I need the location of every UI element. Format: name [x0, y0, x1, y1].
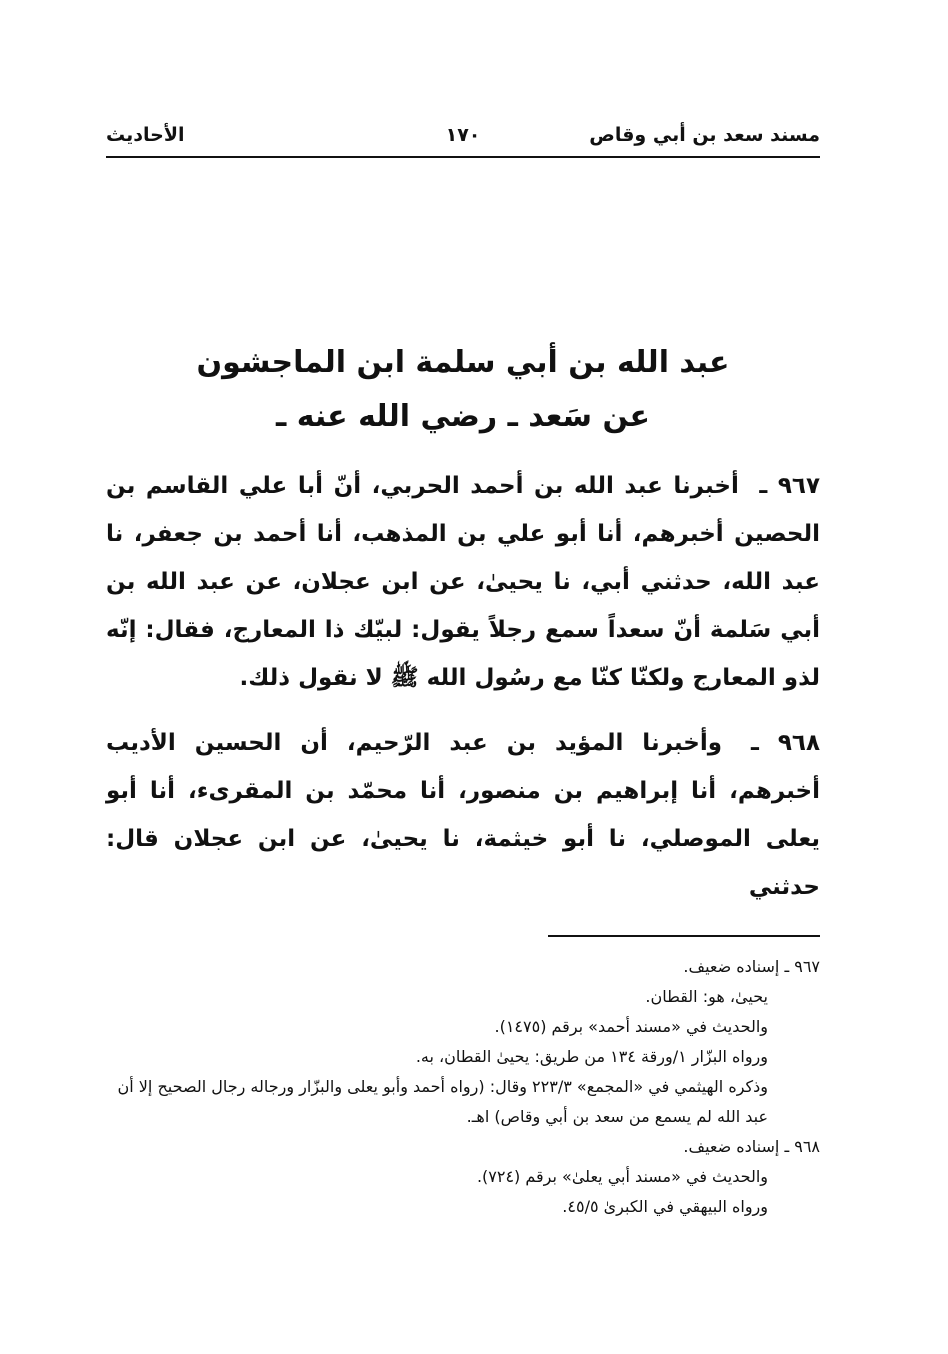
footnote-968-line: ورواه البيهقي في الكبرىٰ ٤٥/٥.	[562, 1197, 768, 1216]
chapter-title	[106, 336, 820, 444]
footnote-967-head: ٩٦٧ ـ إسناده ضعيف.	[683, 957, 820, 976]
header-rule	[106, 156, 820, 158]
footnote-968-line: والحديث في «مسند أبي يعلىٰ» برقم (٧٢٤).	[476, 1167, 768, 1186]
footnote-967-line: والحديث في «مسند أحمد» برقم (١٤٧٥).	[494, 1017, 768, 1036]
running-head	[106, 124, 820, 156]
hadith-text: أخبرنا عبد الله بن أحمد الحربي، أنّ أبا علي القاسم بن الحصين أخبرهم، أنا أبو علي بن المذهب، أنا أحمد بن جعفر، نا عبد الله، حدثني أبي، نا يحيىٰ، عن ابن عجلان، عن عبد الله بن أبي سَلمة أنّ سعداً سمع رجلاً يقول: لبيّك ذا المعارج، فقال: إنّه لذو المعارج ولكنّا كنّا مع رسُول الله ﷺ لا نقول ذلك.	[106, 473, 820, 691]
page-number: ١٧٠	[445, 124, 481, 146]
hadith-968	[106, 719, 820, 911]
hadith-number: ٩٦٨ ـ	[751, 730, 820, 756]
hadith-text: وأخبرنا المؤيد بن عبد الرّحيم، أن الحسين الأديب أخبرهم، أنا إبراهيم بن منصور، أنا محمّد بن المقرىء، أنا أبو يعلى الموصلي، نا أبو خيثمة، نا يحيىٰ، عن ابن عجلان قال: حدثني	[106, 730, 820, 900]
hadith-number: ٩٦٧ ـ	[759, 473, 820, 499]
footnote-967-line: ورواه البزّار ١/ورقة ١٣٤ من طريق: يحيىٰ القطان، به.	[415, 1047, 768, 1066]
footnote-968-head: ٩٦٨ ـ إسناده ضعيف.	[683, 1137, 820, 1156]
chapter-title-line-1: عبد الله بن أبي سلمة ابن الماجشون	[196, 345, 730, 380]
running-head-section: الأحاديث	[106, 124, 185, 146]
footnotes	[106, 952, 820, 1222]
footnote-967-line: يحيىٰ، هو: القطان.	[645, 987, 768, 1006]
hadith-967	[106, 462, 820, 702]
footnote-rule	[548, 935, 820, 937]
running-head-title: مسند سعد بن أبي وقاص	[589, 124, 820, 146]
chapter-title-line-2: عن سَعد ـ رضي الله عنه ـ	[276, 399, 650, 434]
main-text	[106, 462, 820, 928]
footnote-967-line: وذكره الهيثمي في «المجمع» ٢٢٣/٣ وقال: (رواه أحمد وأبو يعلى والبزّار ورجاله رجال الصحيح إلا أن عبد الله لم يسمع من سعد بن أبي وقاص) اهـ.	[117, 1077, 768, 1126]
